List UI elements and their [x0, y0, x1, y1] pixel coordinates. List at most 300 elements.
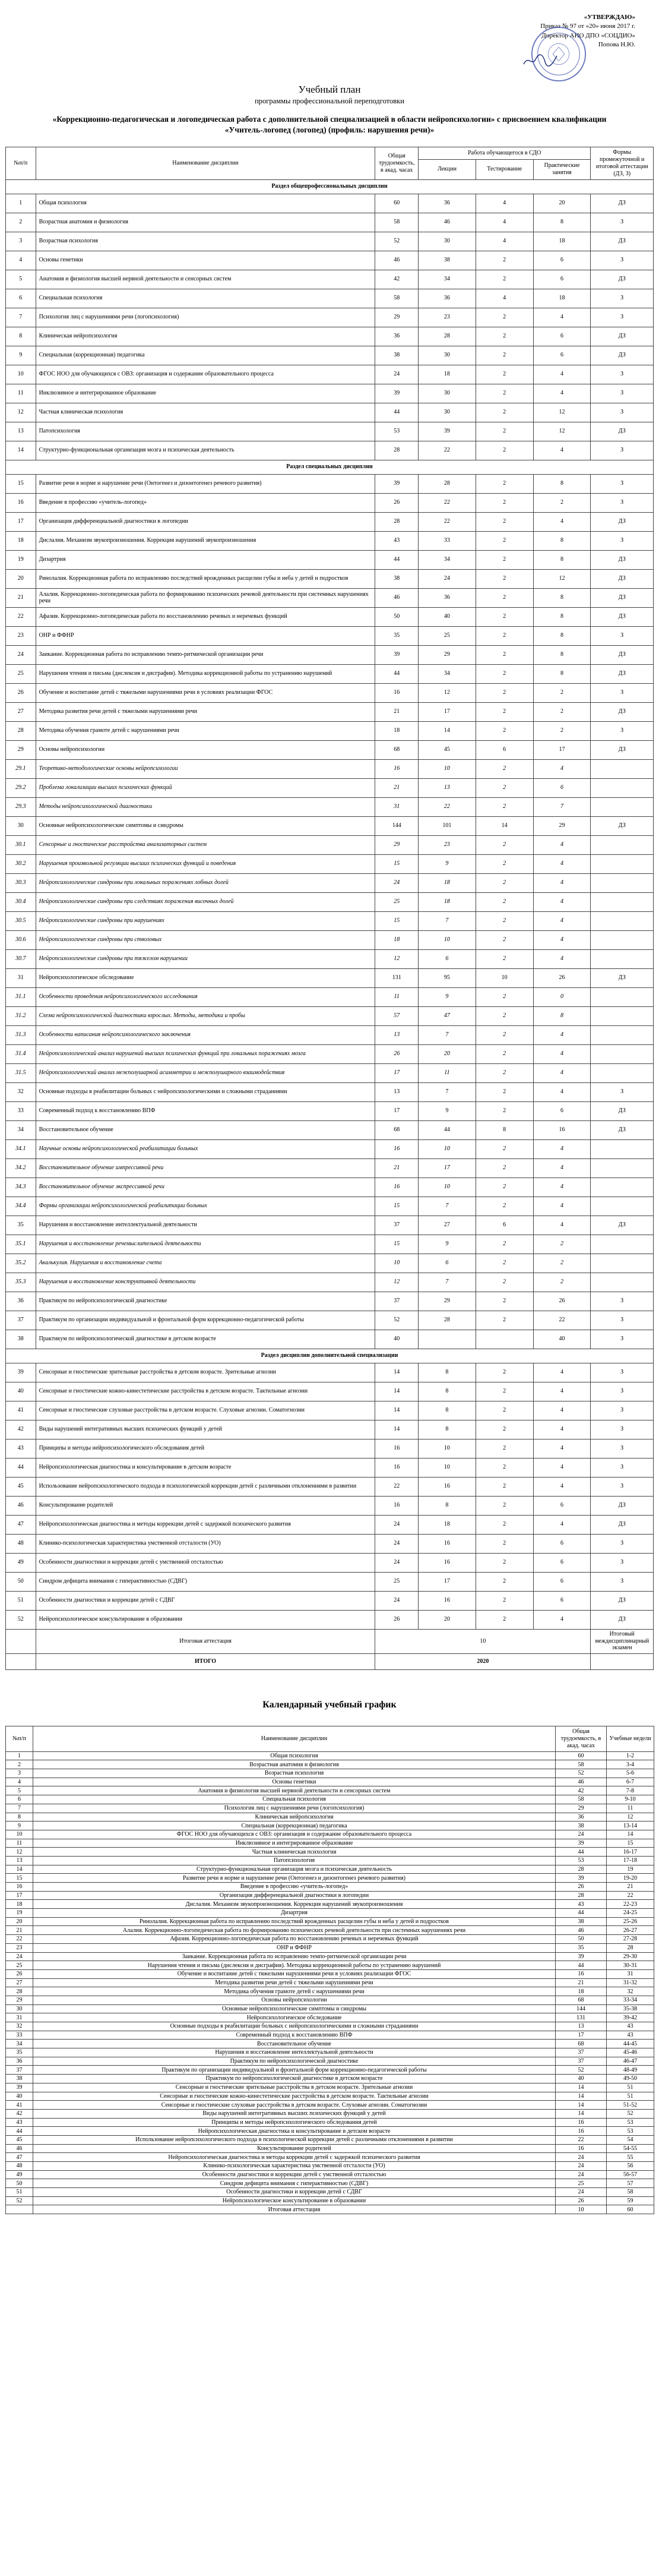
practice-hours: 8	[533, 645, 591, 664]
total-hours: 24	[375, 1553, 419, 1572]
row-number: 2	[6, 213, 36, 232]
practice-hours: 8	[533, 664, 591, 683]
row-number: 8	[6, 1813, 33, 1821]
row-number: 40	[6, 2092, 33, 2101]
total-hours: 50	[556, 1935, 607, 1944]
signature	[522, 52, 558, 68]
discipline-name: Основы нейропсихологии	[33, 1996, 556, 2004]
table-row	[6, 949, 654, 968]
study-weeks: 54-55	[607, 2144, 654, 2153]
discipline-name: Особенности диагностики и коррекции детей с умственной отсталостью	[33, 2170, 556, 2179]
row-number: 44	[6, 2127, 33, 2136]
total-hours: 14	[556, 2083, 607, 2092]
calendar-row	[6, 2109, 654, 2118]
row-number: 37	[6, 2066, 33, 2075]
discipline-name: Нейропсихологический анализ межполушарной асимметрии и межполушарного взаимодействия	[36, 1063, 375, 1082]
practice-hours: 4	[533, 1216, 591, 1235]
row-number: 16	[6, 493, 36, 512]
table-row	[6, 1216, 654, 1235]
lecture-hours: 18	[419, 892, 476, 911]
total-hours: 44	[556, 1848, 607, 1857]
lecture-hours: 17	[419, 1158, 476, 1177]
total-hours: 131	[556, 2013, 607, 2022]
control-form	[591, 1006, 654, 1025]
calendar-row	[6, 1813, 654, 1821]
calendar-row	[6, 1865, 654, 1874]
total-hours: 35	[375, 626, 419, 645]
study-weeks: 31-32	[607, 1978, 654, 1987]
control-form: З	[591, 1439, 654, 1458]
table-row	[6, 683, 654, 702]
lecture-hours: 23	[419, 835, 476, 854]
table-row	[6, 645, 654, 664]
control-form	[591, 873, 654, 892]
final-attestation-hours: 10	[375, 1629, 591, 1653]
lecture-hours: 16	[419, 1534, 476, 1553]
control-form: ДЗ	[591, 550, 654, 569]
study-weeks: 51	[607, 2083, 654, 2092]
lecture-hours: 23	[419, 308, 476, 327]
testing-hours: 2	[476, 251, 533, 270]
row-number: 40	[6, 1382, 36, 1401]
discipline-name: Нейропсихологическая диагностика и методы коррекции детей с задержкой психического развития	[33, 2153, 556, 2162]
discipline-name: Принципы и методы нейропсихологического обследования детей	[33, 2118, 556, 2127]
discipline-name: Нарушения чтения и письма (дислексия и дисграфия). Методика коррекционной работы по устранению нарушений	[33, 1961, 556, 1970]
total-hours: 46	[556, 1778, 607, 1786]
study-weeks: 22	[607, 1891, 654, 1900]
discipline-name: Нарушения и восстановление интеллектуальной деятельности	[36, 1216, 375, 1235]
table-row	[6, 1610, 654, 1629]
calendar-row	[6, 1769, 654, 1778]
total-hours: 52	[375, 232, 419, 251]
discipline-name: Клинико-психологическая характеристика умственной отсталости (УО)	[36, 1534, 375, 1553]
practice-hours: 4	[533, 384, 591, 403]
row-number: 46	[6, 1496, 36, 1515]
row-number: 28	[6, 721, 36, 740]
practice-hours: 18	[533, 232, 591, 251]
study-weeks: 55	[607, 2153, 654, 2162]
discipline-name: Сенсорные и гностические кожно-кинестетические расстройства в детском возрасте. Тактильные агнозии	[33, 2092, 556, 2101]
testing-hours: 2	[476, 1273, 533, 1292]
discipline-name: Методика развития речи детей с тяжелыми нарушениями речи	[36, 702, 375, 721]
practice-hours: 6	[533, 1101, 591, 1120]
discipline-name: ОНР и ФФНР	[36, 626, 375, 645]
row-number: 35	[6, 2048, 33, 2057]
total-hours: 24	[556, 2170, 607, 2179]
calendar-row	[6, 2144, 654, 2153]
document-title: Учебный план	[298, 84, 361, 95]
study-weeks: 1-2	[607, 1751, 654, 1760]
row-number: 30.6	[6, 930, 36, 949]
table-row	[6, 1420, 654, 1439]
row-number: 36	[6, 1292, 36, 1311]
total-hours: 144	[556, 2004, 607, 2013]
lecture-hours: 30	[419, 403, 476, 422]
total-hours: 16	[556, 1969, 607, 1978]
total-hours: 21	[375, 1158, 419, 1177]
testing-hours: 2	[476, 1254, 533, 1273]
lecture-hours: 30	[419, 232, 476, 251]
calendar-body	[6, 1751, 654, 2214]
row-number: 7	[6, 308, 36, 327]
practice-hours: 7	[533, 797, 591, 816]
row-number: 24	[6, 1952, 33, 1961]
control-form: ДЗ	[591, 1610, 654, 1629]
practice-hours: 4	[533, 930, 591, 949]
practice-hours: 4	[533, 512, 591, 531]
control-form: З	[591, 721, 654, 740]
discipline-name: Дислалия. Механизм звукопроизношения. Коррекция нарушений звукопроизношения	[33, 1900, 556, 1909]
discipline-name: Частная клиническая психология	[36, 403, 375, 422]
study-weeks: 33-34	[607, 1996, 654, 2004]
total-hours: 16	[556, 2144, 607, 2153]
testing-hours: 2	[476, 569, 533, 588]
row-number: 38	[6, 1330, 36, 1349]
calendar-row	[6, 1883, 654, 1892]
lecture-hours: 10	[419, 1177, 476, 1197]
study-weeks: 56	[607, 2162, 654, 2171]
discipline-name: Особенности диагностики и коррекции детей с СДВГ	[33, 2188, 556, 2197]
calendar-row	[6, 1891, 654, 1900]
program-name: «Коррекционно-педагогическая и логопедическая работа с дополнительной специализацией в области нейропсихологии» с присвоением квалификации «Учитель-логопед (логопед) (профиль: нарушения речи)»	[52, 115, 607, 135]
discipline-name: Введение в профессию «учитель-логопед»	[36, 493, 375, 512]
total-hours: 14	[556, 2092, 607, 2101]
lecture-hours: 7	[419, 1082, 476, 1101]
row-number: 47	[6, 2153, 33, 2162]
table-row	[6, 1330, 654, 1349]
total-hours: 21	[375, 702, 419, 721]
total-hours: 39	[375, 474, 419, 493]
section-title: Раздел дисциплин дополнительной специализации	[6, 1349, 654, 1363]
control-form	[591, 797, 654, 816]
calendar-row	[6, 1935, 654, 1944]
discipline-name: Сенсорные и гностические кожно-кинестетические расстройства в детском возрасте. Тактильные агнозии	[36, 1382, 375, 1401]
lecture-hours: 8	[419, 1420, 476, 1439]
row-number: 19	[6, 550, 36, 569]
row-number: 2	[6, 1760, 33, 1769]
discipline-name: Дизартрия	[33, 1909, 556, 1918]
control-form: ДЗ	[591, 1101, 654, 1120]
total-hours: 58	[556, 1760, 607, 1769]
calendar-row	[6, 1952, 654, 1961]
discipline-name: Особенности написания нейропсихологического заключения	[36, 1025, 375, 1044]
practice-hours: 6	[533, 1591, 591, 1610]
lecture-hours: 17	[419, 702, 476, 721]
practice-hours: 6	[533, 270, 591, 289]
row-number: 30.2	[6, 854, 36, 873]
lecture-hours: 20	[419, 1610, 476, 1629]
discipline-name: Афазия. Коррекционно-логопедическая работа по восстановлению речевых и неречевых функций	[36, 607, 375, 626]
discipline-name: ФГОС НОО для обучающихся с ОВЗ: организация и содержание образовательного процесса	[36, 365, 375, 384]
row-number: 29	[6, 740, 36, 759]
total-hours: 26	[556, 1883, 607, 1892]
lecture-hours: 17	[419, 1572, 476, 1591]
calendar-row	[6, 1839, 654, 1848]
table-row	[6, 588, 654, 607]
table-row	[6, 1439, 654, 1458]
control-form: ДЗ	[591, 1120, 654, 1139]
total-hours: 24	[556, 2188, 607, 2197]
study-weeks: 14	[607, 1830, 654, 1839]
study-weeks: 51-52	[607, 2101, 654, 2110]
study-weeks: 60	[607, 2205, 654, 2214]
row-number: 50	[6, 1572, 36, 1591]
total-hours: 131	[375, 968, 419, 987]
control-form: ДЗ	[591, 1591, 654, 1610]
control-form	[591, 949, 654, 968]
control-form: З	[591, 441, 654, 460]
total-hours: 44	[375, 403, 419, 422]
lecture-hours: 8	[419, 1363, 476, 1382]
control-form: З	[591, 308, 654, 327]
lecture-hours: 9	[419, 1235, 476, 1254]
row-number: 25	[6, 664, 36, 683]
table-row	[6, 1006, 654, 1025]
control-form: З	[591, 1401, 654, 1420]
testing-hours: 2	[476, 664, 533, 683]
discipline-name: Клинико-психологическая характеристика умственной отсталости (УО)	[33, 2162, 556, 2171]
testing-hours: 2	[476, 1177, 533, 1197]
row-number: 31	[6, 2013, 33, 2022]
lecture-hours: 16	[419, 1591, 476, 1610]
total-hours: 17	[556, 2031, 607, 2040]
row-number: 20	[6, 569, 36, 588]
study-weeks: 3-4	[607, 1760, 654, 1769]
practice-hours: 6	[533, 1572, 591, 1591]
table-row	[6, 232, 654, 251]
row-number: 42	[6, 2109, 33, 2118]
cal-header-total: Общая трудоемкость, в акад. часах	[556, 1726, 607, 1751]
control-form: ДЗ	[591, 512, 654, 531]
total-hours: 15	[375, 911, 419, 930]
practice-hours: 4	[533, 1382, 591, 1401]
row-number: 13	[6, 422, 36, 441]
testing-hours: 2	[476, 384, 533, 403]
table-row	[6, 194, 654, 213]
lecture-hours: 9	[419, 987, 476, 1006]
lecture-hours: 36	[419, 194, 476, 213]
discipline-name: Восстановительное обучение экспрессивной речи	[36, 1177, 375, 1197]
total-hours: 37	[556, 2057, 607, 2066]
row-number: 34.4	[6, 1197, 36, 1216]
cal-header-name: Наименование дисциплин	[33, 1726, 556, 1751]
discipline-name: Нейропсихологическое консультирование в образовании	[36, 1610, 375, 1629]
calendar-row	[6, 2031, 654, 2040]
discipline-name: Дизартрия	[36, 550, 375, 569]
testing-hours: 2	[476, 512, 533, 531]
table-row	[6, 1496, 654, 1515]
discipline-name: Организация дифференциальной диагностики в логопедии	[36, 512, 375, 531]
total-hours: 43	[375, 531, 419, 550]
table-row	[6, 1292, 654, 1311]
total-hours: 10	[556, 2205, 607, 2214]
practice-hours: 8	[533, 531, 591, 550]
practice-hours: 4	[533, 1458, 591, 1477]
testing-hours: 2	[476, 721, 533, 740]
control-form	[591, 911, 654, 930]
lecture-hours: 28	[419, 327, 476, 346]
row-number: 5	[6, 270, 36, 289]
row-number: 49	[6, 1553, 36, 1572]
discipline-name: Нарушения произвольной регуляции высших психических функций и поведения	[36, 854, 375, 873]
discipline-name: Психология лиц с нарушениями речи (логопсихология)	[36, 308, 375, 327]
table-row	[6, 1158, 654, 1177]
practice-hours: 4	[533, 1044, 591, 1063]
testing-hours: 2	[476, 778, 533, 797]
total-hours: 52	[556, 2066, 607, 2075]
table-row	[6, 1101, 654, 1120]
discipline-name: Сенсорные и гностические слуховые расстройства в детском возрасте. Слуховые агнозии. Соматогнозии	[36, 1401, 375, 1420]
practice-hours: 12	[533, 403, 591, 422]
testing-hours: 2	[476, 1101, 533, 1120]
discipline-name: Возрастная психология	[33, 1769, 556, 1778]
practice-hours: 8	[533, 550, 591, 569]
control-form: З	[591, 1553, 654, 1572]
total-hours: 60	[556, 1751, 607, 1760]
testing-hours: 2	[476, 270, 533, 289]
total-hours: 39	[556, 1952, 607, 1961]
total-hours: 39	[556, 1839, 607, 1848]
row-number: 21	[6, 588, 36, 607]
total-hours: 16	[556, 2127, 607, 2136]
total-hours: 16	[375, 1177, 419, 1197]
discipline-name: Специальная (коррекционная) педагогика	[36, 346, 375, 365]
control-form: З	[591, 1477, 654, 1496]
calendar-row	[6, 1909, 654, 1918]
table-row	[6, 1477, 654, 1496]
row-number: 14	[6, 1865, 33, 1874]
total-hours: 144	[375, 816, 419, 835]
lecture-hours: 20	[419, 1044, 476, 1063]
testing-hours: 2	[476, 1496, 533, 1515]
lecture-hours: 24	[419, 569, 476, 588]
row-number: 27	[6, 702, 36, 721]
study-weeks: 13-14	[607, 1821, 654, 1830]
discipline-name: Ринолалия. Коррекционная работа по исправлению последствий врожденных расщелин губы и неба у детей и подростков	[36, 569, 375, 588]
row-number: 35.3	[6, 1273, 36, 1292]
control-form	[591, 1273, 654, 1292]
row-number: 21	[6, 1926, 33, 1935]
testing-hours: 2	[476, 550, 533, 569]
section-row	[6, 179, 654, 194]
testing-hours: 2	[476, 1458, 533, 1477]
row-number: 11	[6, 384, 36, 403]
testing-hours: 2	[476, 588, 533, 607]
practice-hours: 4	[533, 1082, 591, 1101]
total-hours: 28	[375, 512, 419, 531]
table-row	[6, 968, 654, 987]
lecture-hours: 33	[419, 531, 476, 550]
table-row	[6, 512, 654, 531]
calendar-row	[6, 2153, 654, 2162]
table-row	[6, 213, 654, 232]
total-hours: 14	[375, 1382, 419, 1401]
approval-director: Директор АНО ДПО «СОЦДИО»	[541, 31, 635, 39]
total-hours: 57	[375, 1006, 419, 1025]
study-weeks: 46-47	[607, 2057, 654, 2066]
discipline-name: Синдром дефицита внимания с гиперактивностью (СДВГ)	[36, 1572, 375, 1591]
table-row	[6, 346, 654, 365]
control-form	[591, 987, 654, 1006]
total-hours: 18	[556, 1987, 607, 1996]
calendar-row	[6, 1804, 654, 1813]
discipline-name: Нейропсихологическое консультирование в образовании	[33, 2196, 556, 2205]
total-hours: 36	[375, 327, 419, 346]
testing-hours: 2	[476, 873, 533, 892]
discipline-name: Сенсорные и гностические слуховые расстройства в детском возрасте. Слуховые агнозии. Соматогнозии	[33, 2101, 556, 2110]
table-row	[6, 816, 654, 835]
discipline-name: ОНР и ФФНР	[33, 1943, 556, 1952]
discipline-name: Клиническая нейропсихология	[36, 327, 375, 346]
practice-hours: 12	[533, 422, 591, 441]
practice-hours: 4	[533, 1439, 591, 1458]
table-row	[6, 289, 654, 308]
total-hours: 44	[556, 1909, 607, 1918]
calendar-row	[6, 1996, 654, 2004]
discipline-name: Основные подходы в реабилитации больных с нейропсихологическими и сложными страданиями	[36, 1082, 375, 1101]
testing-hours: 2	[476, 930, 533, 949]
total-hours: 37	[556, 2048, 607, 2057]
lecture-hours: 22	[419, 493, 476, 512]
control-form	[591, 1044, 654, 1063]
discipline-name: Использование нейропсихологического подхода в психологической коррекции детей с различными отклонениями в развитии	[36, 1477, 375, 1496]
study-weeks: 39-42	[607, 2013, 654, 2022]
lecture-hours: 22	[419, 512, 476, 531]
testing-hours: 2	[476, 1382, 533, 1401]
discipline-name: Дислалия. Механизм звукопроизношения. Коррекция нарушений звукопроизношения	[36, 531, 375, 550]
discipline-name: Восстановительное обучение импрессивной речи	[36, 1158, 375, 1177]
control-form: З	[591, 626, 654, 645]
study-weeks: 56-57	[607, 2170, 654, 2179]
total-hours: 16	[375, 759, 419, 778]
total-hours: 58	[375, 213, 419, 232]
practice-hours: 12	[533, 569, 591, 588]
study-weeks: 32	[607, 1987, 654, 1996]
total-hours: 60	[375, 194, 419, 213]
col-header-num: №п/п	[6, 147, 36, 179]
practice-hours: 8	[533, 626, 591, 645]
row-number: 10	[6, 1830, 33, 1839]
discipline-name: Возрастная анатомия и физиология	[36, 213, 375, 232]
row-number: 3	[6, 1769, 33, 1778]
discipline-name: ФГОС НОО для обучающихся с ОВЗ: организация и содержание образовательного процесса	[33, 1830, 556, 1839]
lecture-hours: 38	[419, 251, 476, 270]
discipline-name: Консультирование родителей	[33, 2144, 556, 2153]
lecture-hours: 9	[419, 854, 476, 873]
practice-hours: 4	[533, 1610, 591, 1629]
total-hours: 42	[375, 270, 419, 289]
total-hours: 38	[375, 346, 419, 365]
discipline-name: Нарушения чтения и письма (дислексия и дисграфия). Методика коррекционной работы по устранению нарушений	[36, 664, 375, 683]
table-row	[6, 702, 654, 721]
discipline-name: Современный подход к восстановлению ВПФ	[36, 1101, 375, 1120]
control-form	[591, 1025, 654, 1044]
lecture-hours: 13	[419, 778, 476, 797]
total-hours: 35	[556, 1943, 607, 1952]
control-form	[591, 1254, 654, 1273]
testing-hours: 2	[476, 493, 533, 512]
lecture-hours: 10	[419, 759, 476, 778]
testing-hours: 6	[476, 740, 533, 759]
discipline-name: Виды нарушений интегративных высших психических функций у детей	[33, 2109, 556, 2118]
testing-hours: 2	[476, 1082, 533, 1101]
total-hours: 15	[375, 1197, 419, 1216]
total-hours: 17	[375, 1063, 419, 1082]
testing-hours: 2	[476, 1591, 533, 1610]
control-form: ДЗ	[591, 327, 654, 346]
discipline-name: Методы нейропсихологической диагностики	[36, 797, 375, 816]
practice-hours: 8	[533, 1006, 591, 1025]
